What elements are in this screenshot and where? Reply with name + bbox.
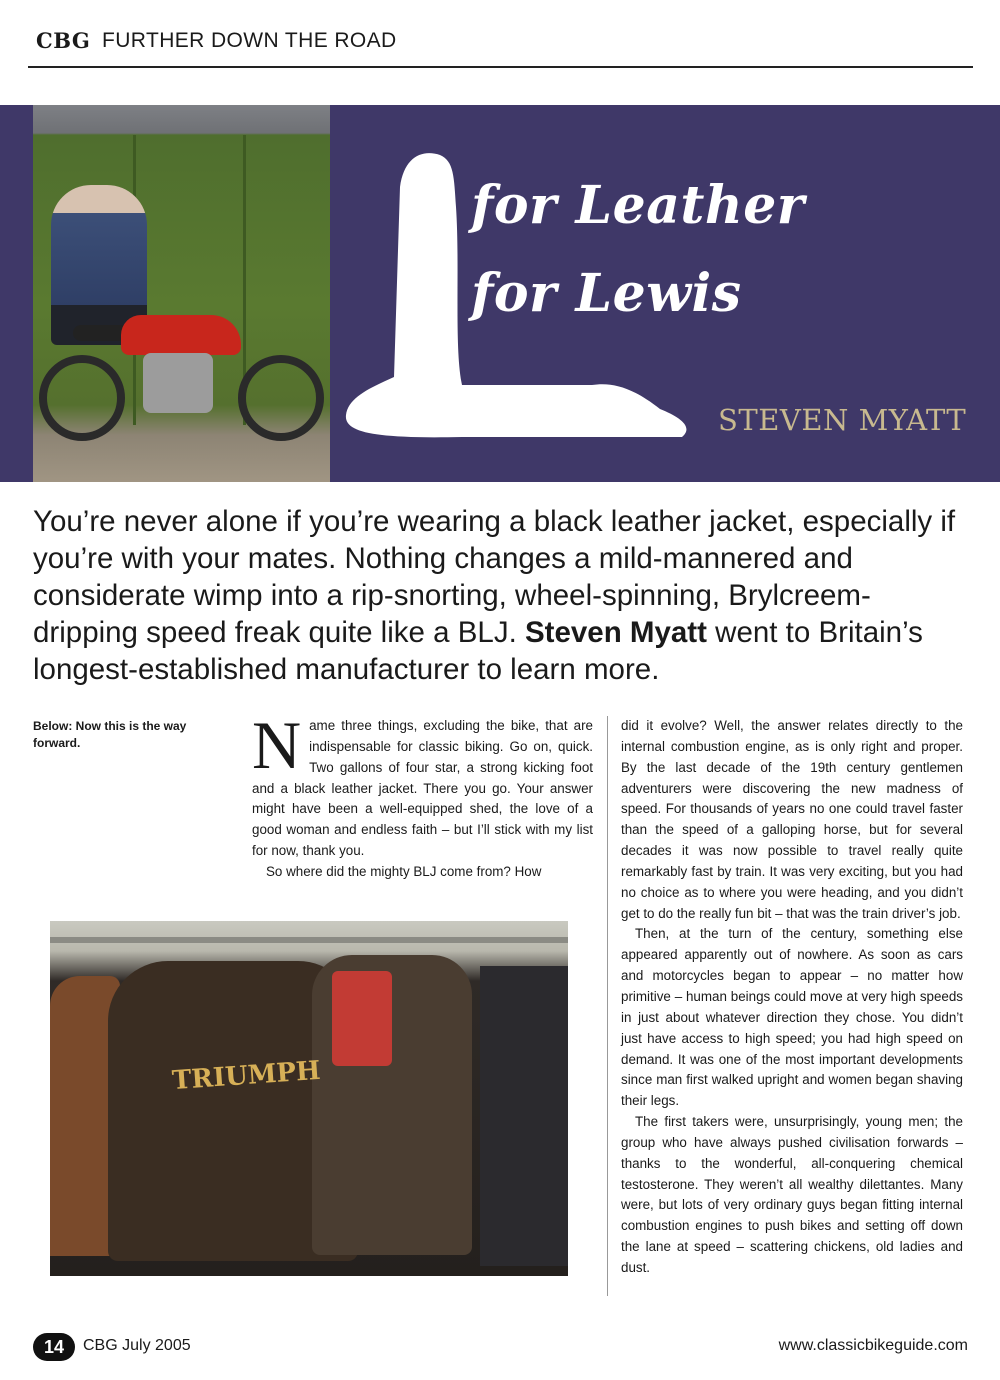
issue-label: CBG July 2005 bbox=[83, 1337, 191, 1354]
title-line-2: for Lewis bbox=[471, 263, 742, 324]
jacket-lettering: TRIUMPH bbox=[171, 1055, 322, 1097]
paragraph-1-text: ame three things, excluding the bike, that are indispensable for classic biking. Go on, quick. Two gallons of four star, a strong kicking foot and a black leather jacket. There you go. Your answer might have been a well-equipped shed, the love of a good woman and endless faith – but I’ll stick with my list for now, thank you. bbox=[252, 718, 593, 859]
magazine-logo: CBG bbox=[36, 28, 91, 53]
column-rule bbox=[607, 716, 608, 1296]
standfirst bbox=[33, 503, 968, 688]
photo-man-with-motorcycle bbox=[33, 105, 330, 482]
paragraph-4: The first takers were, unsurprisingly, young men; the group who have always pushed civilisation forwards – thanks to the wonderful, all-conquering chemical testosterone. They weren’t all wealthy dilettantes. Many were, but lots of very ordinary guys began fitting internal combustion engines to push bikes and setting off down the lane at speed – scattering chickens, old ladies and dust. bbox=[621, 1114, 963, 1275]
author-byline: STEVEN MYATT bbox=[718, 403, 967, 437]
page-number: 14 bbox=[33, 1333, 75, 1361]
paragraph-2-part-1: So where did the mighty BLJ come from? How bbox=[266, 863, 542, 879]
body-column-2 bbox=[621, 716, 963, 1279]
title-line-1: for Leather bbox=[471, 175, 805, 236]
running-header bbox=[28, 26, 973, 68]
standfirst-author: Steven Myatt bbox=[524, 616, 707, 649]
paragraph-1 bbox=[252, 707, 593, 862]
body-column-1 bbox=[252, 707, 593, 883]
paragraph-3: Then, at the turn of the century, something else appeared apparently out of nowhere. As soon as cars and motorcycles began to appear – no matter how primitive – human beings could move at very high speeds in just about whatever direction they chose. You didn’t just have access to high speed; you had high speed on demand. It was one of the most important developments since man first walked upright and women began shaving their legs. bbox=[621, 926, 963, 1109]
page-footer bbox=[33, 1333, 968, 1363]
paragraph-2-continued: did it evolve? Well, the answer relates directly to the internal combustion engine, as is only right and proper. By the last decade of the 19th century gentlemen adventurers were discovering the new madness of speed. For thousands of years no one could travel faster than the speed of a galloping horse, but for several decades it was now possible to travel really quite remarkably fast by train. It was very exciting, but you had no choice as to where you were heading, and you didn’t get to do the really fun bit – that was the train driver’s job. bbox=[621, 718, 963, 921]
standfirst-text-a: You’re never alone if you’re wearing a black leather jacket, especially if you’re with your mates. Nothing changes a mild-mannered and considerate wimp into a rip-snorting, wheel-spinning, Brylcreem-dripping speed freak quite like a BLJ. bbox=[33, 505, 956, 649]
website-url: www.classicbikeguide.com bbox=[778, 1337, 968, 1354]
photo-leather-jackets bbox=[50, 921, 568, 1276]
photo-caption: Below: Now this is the way forward. bbox=[33, 719, 187, 750]
drop-cap: N bbox=[252, 707, 302, 783]
standfirst-text-b: went to Britain’s longest-established manufacturer to learn more. bbox=[33, 616, 923, 686]
section-title: FURTHER DOWN THE ROAD bbox=[102, 29, 397, 52]
title-banner bbox=[0, 105, 1000, 482]
